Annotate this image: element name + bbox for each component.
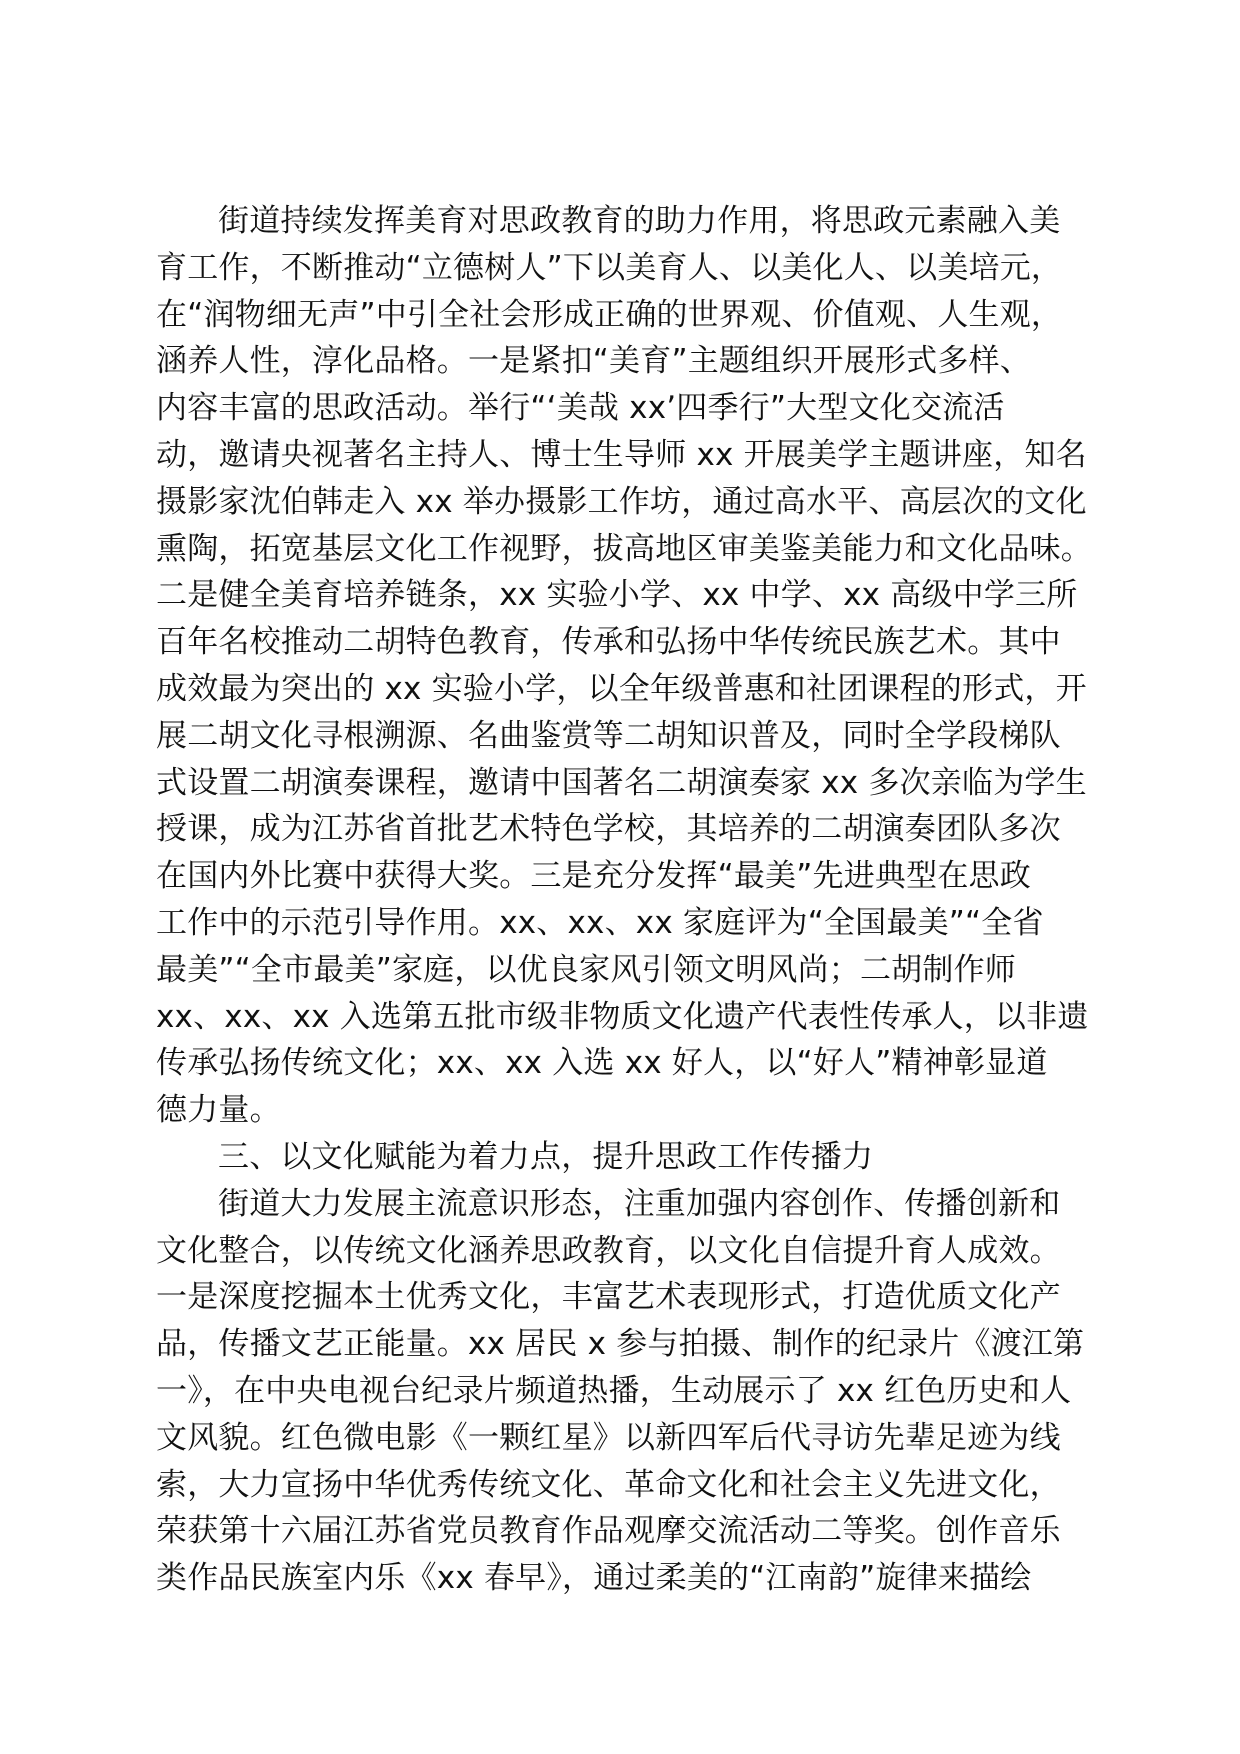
paragraph-line: 文风貌。红色微电影《一颗红星》以新四军后代寻访先辈足迹为线 bbox=[156, 1419, 1061, 1456]
paragraph-line: 文化整合，以传统文化涵养思政教育，以文化自信提升育人成效。 bbox=[156, 1232, 1061, 1269]
section-heading: 三、以文化赋能为着力点，提升思政工作传播力 bbox=[218, 1138, 874, 1175]
paragraph-line: 育工作，不断推动“立德树人”下以美育人、以美化人、以美培元， bbox=[156, 249, 1063, 286]
paragraph-line: 动，邀请央视著名主持人、博士生导师 xx 开展美学主题讲座，知名 bbox=[156, 436, 1087, 473]
paragraph-line: 街道持续发挥美育对思政教育的助力作用，将思政元素融入美 bbox=[218, 203, 1061, 239]
paragraph-line: 授课，成为江苏省首批艺术特色学校，其培养的二胡演奏团队多次 bbox=[156, 811, 1061, 848]
paragraph-line: 类作品民族室内乐《xx 春早》，通过柔美的“江南韵”旋律来描绘 bbox=[156, 1560, 1032, 1597]
paragraph-line: 内容丰富的思政活动。举行“‘美哉 xx’四季行”大型文化交流活 bbox=[156, 390, 1005, 427]
paragraph-line: 一是深度挖掘本土优秀文化，丰富艺术表现形式，打造优质文化产 bbox=[156, 1279, 1061, 1316]
paragraph-line: 工作中的示范引导作用。xx、xx、xx 家庭评为“全国最美”“全省 bbox=[156, 904, 1044, 941]
paragraph-line: xx、xx、xx 入选第五批市级非物质文化遗产代表性传承人，以非遗 bbox=[156, 998, 1089, 1035]
paragraph-line: 摄影家沈伯韩走入 xx 举办摄影工作坊，通过高水平、高层次的文化 bbox=[156, 483, 1087, 520]
paragraph-line: 一》，在中央电视台纪录片频道热播，生动展示了 xx 红色历史和人 bbox=[156, 1372, 1072, 1409]
paragraph-line: 荣获第十六届江苏省党员教育作品观摩交流活动二等奖。创作音乐 bbox=[156, 1513, 1061, 1550]
paragraph-line: 传承弘扬传统文化；xx、xx 入选 xx 好人，以“好人”精神彰显道 bbox=[156, 1045, 1048, 1082]
paragraph-line: 在国内外比赛中获得大奖。三是充分发挥“最美”先进典型在思政 bbox=[156, 858, 1031, 895]
paragraph-line: 二是健全美育培养链条，xx 实验小学、xx 中学、xx 高级中学三所 bbox=[156, 577, 1078, 614]
paragraph-line: 街道大力发展主流意识形态，注重加强内容创作、传播创新和 bbox=[218, 1185, 1061, 1222]
paragraph-line: 品，传播文艺正能量。xx 居民 x 参与拍摄、制作的纪录片《渡江第 bbox=[156, 1326, 1085, 1363]
paragraph-line: 百年名校推动二胡特色教育，传承和弘扬中华传统民族艺术。其中 bbox=[156, 624, 1061, 661]
paragraph-line: 熏陶，拓宽基层文化工作视野，拔高地区审美鉴美能力和文化品味。 bbox=[156, 530, 1092, 567]
paragraph-line: 最美”“全市最美”家庭，以优良家风引领文明风尚；二胡制作师 bbox=[156, 951, 1016, 988]
paragraph-line: 索，大力宣扬中华优秀传统文化、革命文化和社会主义先进文化， bbox=[156, 1466, 1061, 1503]
paragraph-line: 涵养人性，淳化品格。一是紧扣“美育”主题组织开展形式多样、 bbox=[156, 343, 1031, 380]
body-text bbox=[156, 198, 1092, 1602]
paragraph-line: 在“润物细无声”中引全社会形成正确的世界观、价值观、人生观， bbox=[156, 296, 1063, 333]
paragraph-line: 德力量。 bbox=[156, 1092, 281, 1129]
paragraph-line: 展二胡文化寻根溯源、名曲鉴赏等二胡知识普及，同时全学段梯队 bbox=[156, 717, 1061, 754]
paragraph-line: 式设置二胡演奏课程，邀请中国著名二胡演奏家 xx 多次亲临为学生 bbox=[156, 764, 1087, 801]
paragraph-line: 成效最为突出的 xx 实验小学，以全年级普惠和社团课程的形式，开 bbox=[156, 670, 1087, 707]
